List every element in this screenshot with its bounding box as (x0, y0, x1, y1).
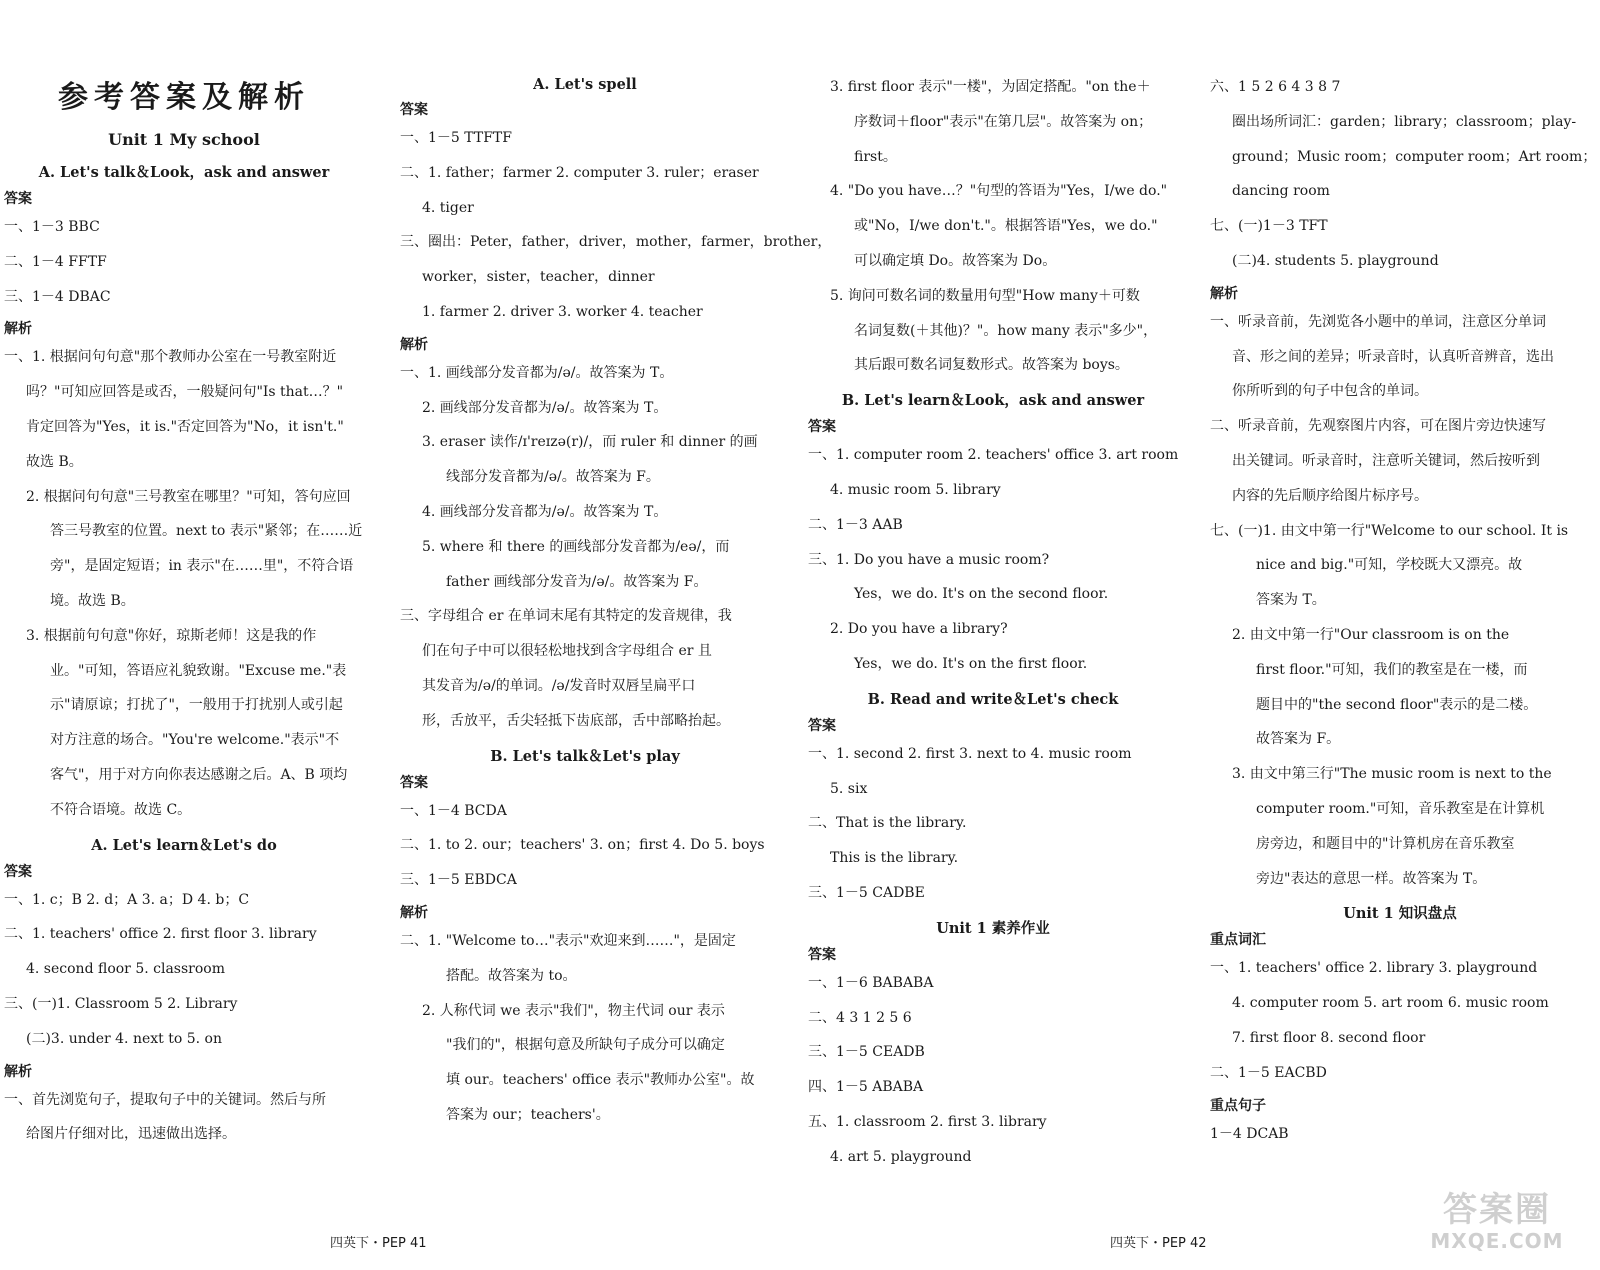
watermark-text: 答案圈 (1443, 1190, 1551, 1230)
answer-line: 一、1. 画线部分发音都为/ə/。故答案为 T。 (400, 364, 674, 381)
left-page-column-1 (4, 0, 364, 1230)
answer-line: 5. where 和 there 的画线部分发音都为/eə/，而 (422, 538, 730, 555)
answer-line: dancing room (1232, 183, 1330, 200)
answer-line: 或"No，I/we don't."。根据答语"Yes，we do." (854, 218, 1158, 235)
answer-line: 旁"，是固定短语；in 表示"在……里"，不符合语 (50, 558, 354, 575)
answer-line: 二、1－3 AAB (808, 516, 903, 533)
watermark-logo (1412, 1190, 1582, 1254)
right-page-column-2 (1210, 0, 1597, 1230)
answer-line: 对方注意的场合。"You're welcome."表示"不 (50, 732, 340, 749)
answer-line: 音、形之间的差异；听录音时，认真听音辨音，选出 (1232, 348, 1554, 365)
column-2-content (400, 76, 832, 1133)
section-heading: Unit 1 知识盘点 (1343, 905, 1457, 923)
answer-line: 一、1. c；B 2. d；A 3. a；D 4. b；C (4, 891, 250, 908)
answer-label: 答案 (808, 717, 836, 734)
answer-label: 重点句子 (1210, 1097, 1266, 1114)
answer-label: 解析 (4, 321, 32, 338)
answer-line: 其后跟可数名词复数形式。故答案为 boys。 (854, 357, 1129, 374)
answer-line: 三、1. Do you have a music room? (808, 551, 1050, 568)
answer-line: 一、1－6 BABABA (808, 974, 934, 991)
answer-line: 房旁边，和题目中的"计算机房在音乐教室 (1256, 835, 1515, 852)
answer-line: 2. Do you have a library? (830, 621, 1008, 638)
answer-line: first。 (854, 148, 897, 165)
answer-line: 名词复数(＋其他)？"。how many 表示"多少"， (854, 322, 1158, 339)
answer-line: 你所听到的句子中包含的单词。 (1232, 383, 1428, 400)
answer-line: 搭配。故答案为 to。 (446, 967, 577, 984)
answer-line: 2. 由文中第一行"Our classroom is on the (1232, 626, 1510, 643)
answer-line: 其发音为/ə/的单词。/ə/发音时双唇呈扁平口 (422, 677, 696, 694)
section-heading: B. Read and write＆Let's check (867, 690, 1119, 708)
answer-line: 可以确定填 Do。故答案为 Do。 (854, 252, 1057, 269)
answer-line: "我们的"，根据句意及所缺句子成分可以确定 (446, 1037, 725, 1054)
answer-line: 示"请原谅；打扰了"，一般用于打扰别人或引起 (50, 697, 343, 714)
answer-line: 4. art 5. playground (830, 1148, 972, 1165)
answer-line: 答三号教室的位置。next to 表示"紧邻；在……近 (50, 523, 363, 540)
answer-line: 3. 由文中第三行"The music room is next to the (1232, 766, 1552, 783)
answer-line: first floor."可知，我们的教室是在一楼，而 (1256, 661, 1528, 678)
answer-line: 答案为 our；teachers'。 (446, 1106, 610, 1123)
answer-line: 二、1. to 2. our；teachers' 3. on；first 4. Do 5. boys (400, 837, 765, 854)
answer-label: 解析 (400, 904, 428, 921)
section-heading: Unit 1 素养作业 (936, 919, 1050, 937)
answer-label: 答案 (400, 102, 428, 118)
column-4-content (1210, 70, 1597, 1151)
answer-line: 答案为 T。 (1256, 592, 1326, 609)
answer-label: 解析 (400, 336, 428, 353)
answer-line: 题目中的"the second floor"表示的是二楼。 (1256, 696, 1538, 713)
answer-line: 给图片仔细对比，迅速做出选择。 (26, 1126, 236, 1143)
left-page-column-2 (400, 0, 832, 1230)
answer-line: 二、That is the library. (808, 815, 967, 832)
answer-line: 故选 B。 (26, 453, 83, 470)
section-heading: A. Let's talk＆Look，ask and answer (38, 164, 330, 181)
answer-label: 答案 (808, 419, 836, 436)
answer-line: 4. music room 5. library (830, 481, 1001, 498)
answer-line: 4. "Do you have…？"句型的答语为"Yes，I/we do." (830, 183, 1168, 200)
answer-line: 三、1－5 EBDCA (400, 872, 517, 889)
answer-line: 4. computer room 5. art room 6. music room (1232, 995, 1549, 1012)
answer-line: 一、首先浏览句子，提取句子中的关键词。然后与所 (4, 1091, 326, 1108)
answer-line: 一、1－4 BCDA (400, 802, 507, 819)
answer-line: 二、1. father；farmer 2. computer 3. ruler；eraser (400, 164, 759, 181)
answer-line: 二、听录音前，先观察图片内容，可在图片旁边快速写 (1210, 418, 1546, 435)
answer-line: 一、1. computer room 2. teachers' office 3. art room (808, 447, 1179, 464)
answer-line: 一、1. 根据问句句意"那个教师办公室在一号教室附近 (4, 349, 337, 366)
answer-line: 一、1. second 2. first 3. next to 4. music room (808, 745, 1132, 762)
answer-label: 重点词汇 (1210, 932, 1266, 949)
answer-line: 二、1. "Welcome to…"表示"欢迎来到……"，是固定 (400, 932, 736, 949)
answer-line: nice and big."可知，学校既大又漂亮。故 (1256, 557, 1523, 574)
answer-line: 3. eraser 读作/ɪ'reɪzə(r)/，而 ruler 和 dinner 的画 (422, 434, 758, 451)
answer-line: 序数词＋floor"表示"在第几层"。故答案为 on； (854, 113, 1153, 130)
answer-line: 三、1－4 DBAC (4, 288, 111, 305)
answer-line: 5. 询问可数名词的数量用句型"How many＋可数 (830, 287, 1140, 304)
answer-line: 们在句子中可以很轻松地找到含字母组合 er 且 (422, 643, 712, 660)
answer-line: 二、1. teachers' office 2. first floor 3. library (4, 926, 317, 943)
answer-line: (二)3. under 4. next to 5. on (26, 1030, 222, 1047)
answer-label: 答案 (400, 774, 428, 791)
answer-line: 线部分发音都为/ə/。故答案为 F。 (446, 469, 660, 486)
answer-line: 五、1. classroom 2. first 3. library (808, 1113, 1047, 1130)
unit-title: Unit 1 My school (108, 130, 260, 149)
answer-line: 三、1－5 CADBE (808, 884, 925, 901)
answer-label: 解析 (1210, 285, 1238, 302)
answer-line: 四、1－5 ABABA (808, 1079, 924, 1096)
answer-line: 客气"，用于对方向你表达感谢之后。A、B 项均 (50, 766, 348, 783)
answer-line: 不符合语境。故选 C。 (50, 801, 192, 818)
answer-line: 肯定回答为"Yes，it is."否定回答为"No，it isn't." (26, 418, 344, 435)
answer-line: 2. 根据问句句意"三号教室在哪里？"可知，答句应回 (26, 488, 351, 505)
answer-line: 一、听录音前，先浏览各小题中的单词，注意区分单词 (1210, 313, 1546, 330)
answer-line: 六、1 5 2 6 4 3 8 7 (1210, 79, 1341, 95)
answer-line: 1. farmer 2. driver 3. worker 4. teacher (422, 303, 703, 320)
answer-line: ground；Music room；computer room；Art room； (1232, 148, 1597, 165)
answer-line: 2. 画线部分发音都为/ə/。故答案为 T。 (422, 399, 668, 416)
answer-line: 二、4 3 1 2 5 6 (808, 1009, 912, 1026)
answer-line: worker，sister，teacher，dinner (422, 269, 655, 286)
answer-line: 4. second floor 5. classroom (26, 961, 225, 978)
answer-line: computer room."可知，音乐教室是在计算机 (1256, 800, 1545, 817)
answer-label: 答案 (808, 946, 836, 963)
answer-line: 三、1－5 CEADB (808, 1044, 925, 1061)
section-heading: A. Let's spell (533, 76, 637, 93)
answer-line: Yes，we do. It's on the second floor. (854, 586, 1109, 603)
answer-line: 7. first floor 8. second floor (1232, 1029, 1426, 1046)
answer-line: 3. first floor 表示"一楼"，为固定搭配。"on the＋ (830, 79, 1151, 95)
answer-line: Yes，we do. It's on the first floor. (854, 655, 1088, 672)
column-1-content (4, 161, 364, 1152)
answer-line: 1－4 DCAB (1210, 1125, 1289, 1142)
answer-label: 解析 (4, 1063, 32, 1080)
answer-line: 七、(一)1. 由文中第一行"Welcome to our school. It is (1210, 522, 1569, 539)
answer-line: 三、圈出：Peter，father，driver，mother，farmer，brother， (400, 234, 832, 251)
answer-line: 二、1－4 FFTF (4, 253, 107, 270)
answer-label: 答案 (4, 863, 32, 880)
answer-line: 圈出场所词汇：garden；library；classroom；play- (1232, 113, 1577, 130)
answer-line: 七、(一)1－3 TFT (1210, 218, 1328, 235)
answer-line: 一、1. teachers' office 2. library 3. playground (1210, 960, 1538, 977)
watermark-url: MXQE.COM (1430, 1229, 1564, 1253)
answer-line: 形，舌放平，舌尖轻抵下齿底部，舌中部略抬起。 (422, 712, 730, 729)
answer-line: 4. tiger (422, 199, 474, 216)
answer-line: 境。故选 B。 (50, 592, 135, 609)
answer-line: 一、1－5 TTFTF (400, 130, 512, 146)
answer-line: 旁边"表达的意思一样。故答案为 T。 (1256, 870, 1487, 887)
section-heading: B. Let's learn＆Look，ask and answer (841, 392, 1145, 410)
section-heading: B. Let's talk＆Let's play (490, 747, 680, 765)
answer-line: 出关键词。听录音时，注意听关键词，然后按听到 (1232, 452, 1540, 469)
answer-line: 4. 画线部分发音都为/ə/。故答案为 T。 (422, 503, 668, 520)
answer-label: 答案 (4, 191, 32, 207)
answer-line: 2. 人称代词 we 表示"我们"，物主代词 our 表示 (422, 1002, 725, 1019)
answer-line: 5. six (830, 780, 868, 797)
answer-line: 三、(一)1. Classroom 5 2. Library (4, 995, 238, 1012)
right-page-column-1 (808, 0, 1178, 1230)
section-heading: A. Let's learn＆Let's do (91, 836, 277, 854)
page-title: 参考答案及解析 (58, 80, 310, 115)
page-footer-right: 四英下・PEP 42 (1110, 1236, 1207, 1251)
answer-line: This is the library. (830, 850, 959, 867)
answer-line: 故答案为 F。 (1256, 731, 1341, 748)
page-footer-left: 四英下・PEP 41 (330, 1236, 427, 1251)
answer-line: father 画线部分发音为/ə/。故答案为 F。 (446, 573, 708, 590)
answer-line: 3. 根据前句句意"你好，琼斯老师！这是我的作 (26, 627, 317, 644)
answer-line: 二、1－5 EACBD (1210, 1064, 1327, 1081)
answer-line: 一、1－3 BBC (4, 219, 100, 235)
answer-line: 填 our。teachers' office 表示"教师办公室"。故 (446, 1072, 755, 1089)
answer-line: 吗？"可知应回答是或否，一般疑问句"Is that…？" (26, 384, 344, 401)
column-3-content (808, 70, 1178, 1175)
answer-line: 内容的先后顺序给图片标序号。 (1232, 487, 1428, 504)
answer-line: 业。"可知，答语应礼貌致谢。"Excuse me."表 (50, 662, 347, 679)
answer-line: 三、字母组合 er 在单词末尾有其特定的发音规律，我 (400, 608, 732, 625)
answer-line: (二)4. students 5. playground (1232, 252, 1439, 269)
